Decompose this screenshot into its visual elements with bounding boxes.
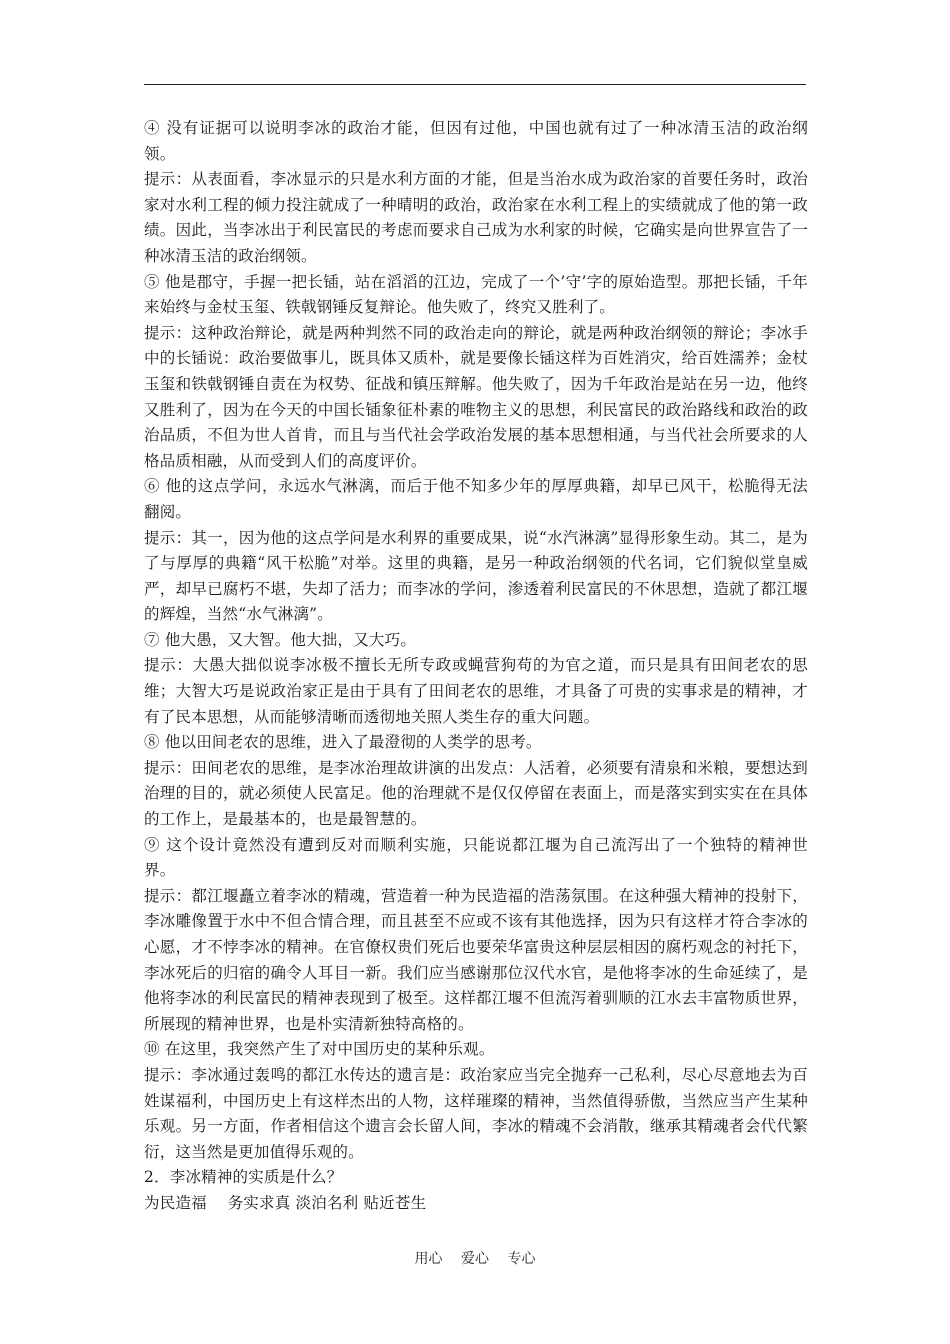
question-2: 2．李冰精神的实质是什么？	[144, 1168, 343, 1187]
hint-7: 提示：大愚大拙似说李冰极不擅长无所专政或蝇营狗苟的为官之道，而只是具有田间老农的思维；大智大巧是说政治家正是由于具有了田间老农的思维，才具备了可贵的实事求是的精神，才有了民本思想，从而能够清晰而透彻地关照人类生存的重大问题。	[144, 656, 808, 726]
quote-7: ⑦ 他大愚，又大智。他大拙，又大巧。	[144, 630, 417, 649]
hint-4: 提示：从表面看，李冰显示的只是水利方面的才能，但是当治水成为政治家的首要任务时，政治家对水利工程的倾力投注就成了一种晴明的政治，政治家在水利工程上的实绩就成了他的第一政绩。因此，当李冰出于利民富民的考虑而要求自己成为水利家的时候，它确实是向世界宣告了一种冰清玉洁的政治纲领。	[144, 170, 808, 265]
quote-5: ⑤ 他是郡守，手握一把长锸，站在滔滔的江边，完成了一个’守’字的原始造型。那把长锸，千年来始终与金杖玉玺、铁戟钢锤反复辩论。他失败了，终究又胜利了。	[144, 272, 808, 317]
quote-10: ⑩ 在这里，我突然产生了对中国历史的某种乐观。	[144, 1040, 495, 1059]
hint-6: 提示：其一，因为他的这点学问是水利界的重要成果，说“水汽淋漓”显得形象生动。其二，是为了与厚厚的典籍“风干松脆”对举。这里的典籍，是另一种政治纲领的代名词，它们貌似堂皇威严，却早已腐朽不堪，失却了活力；而李冰的学问，渗透着利民富民的不休思想，造就了都江堰的辉煌，当然“水气淋漓”。	[144, 528, 808, 624]
document-body	[144, 116, 808, 1217]
quote-9: ⑨ 这个设计竟然没有遭到反对而顺利实施，只能说都江堰为自己流泻出了一个独特的精神世界。	[144, 835, 808, 880]
quote-4: ④ 没有证据可以说明李冰的政治才能，但因有过他，中国也就有过了一种冰清玉洁的政治纲领。	[144, 119, 808, 163]
page-footer: 用心 爱心 专心	[414, 1251, 536, 1267]
hint-10: 提示：李冰通过轰鸣的都江水传达的遗言是：政治家应当完全抛弃一己私利，尽心尽意地去为百姓谋福利，中国历史上有这样杰出的人物，这样璀璨的精神，当然值得骄傲，当然应当产生某种乐观。另一方面，作者相信这个遗言会长留人间，李冰的精魂不会消散，继承其精魂者会代代繁衍，这当然是更加值得乐观的。	[144, 1065, 808, 1161]
header-rule	[144, 84, 806, 85]
hint-5: 提示：这种政治辩论，就是两种判然不同的政治走向的辩论，就是两种政治纲领的辩论；李冰手中的长锸说：政治要做事儿，既具体又质朴，就是要像长锸这样为百姓消灾，给百姓濡养；金杖玉玺和铁戟钢锤自责在为权势、征战和镇压辩解。他失败了，因为千年政治是站在另一边，他终又胜利了，因为在今天的中国长锸象征朴素的唯物主义的思想，利民富民的政治路线和政治的政治品质，不但为世人首肯，而且与当代社会学政治发展的基本思想相通，与当代社会所要求的人格品质相融，从而受到人们的高度评价。	[144, 323, 808, 470]
quote-8: ⑧ 他以田间老农的思维，进入了最澄彻的人类学的思考。	[144, 733, 542, 752]
hint-9: 提示：都江堰矗立着李冰的精魂，营造着一种为民造福的浩荡氛围。在这种强大精神的投射下，李冰雕像置于水中不但合情合理，而且甚至不应或不该有其他选择，因为只有这样才符合李冰的心愿，才不悖李冰的精神。在官僚权贵们死后也要荣华富贵这种层层相因的腐朽观念的衬托下，李冰死后的归宿的确令人耳目一新。我们应当感谢那位汉代水官，是他将李冰的生命延续了，是他将李冰的利民富民的精神表现到了极至。这样都江堰不但流泻着驯顺的江水去丰富物质世界，所展现的精神世界，也是朴实清新独特高格的。	[144, 886, 808, 1033]
hint-8: 提示：田间老农的思维，是李冰治理故讲演的出发点：人活着，必须要有清泉和米粮，要想达到治理的目的，就必须使人民富足。他的治理就不是仅仅停留在表面上，而是落实到实实在在具体的工作上，是最基本的，也是最智慧的。	[144, 758, 808, 829]
quote-6: ⑥ 他的这点学问，永远水气淋漓，而后于他不知多少年的厚厚典籍，却早已风干，松脆得无法翻阅。	[144, 477, 808, 521]
answer-2: 为民造福 务实求真 淡泊名利 贴近苍生	[144, 1193, 427, 1212]
